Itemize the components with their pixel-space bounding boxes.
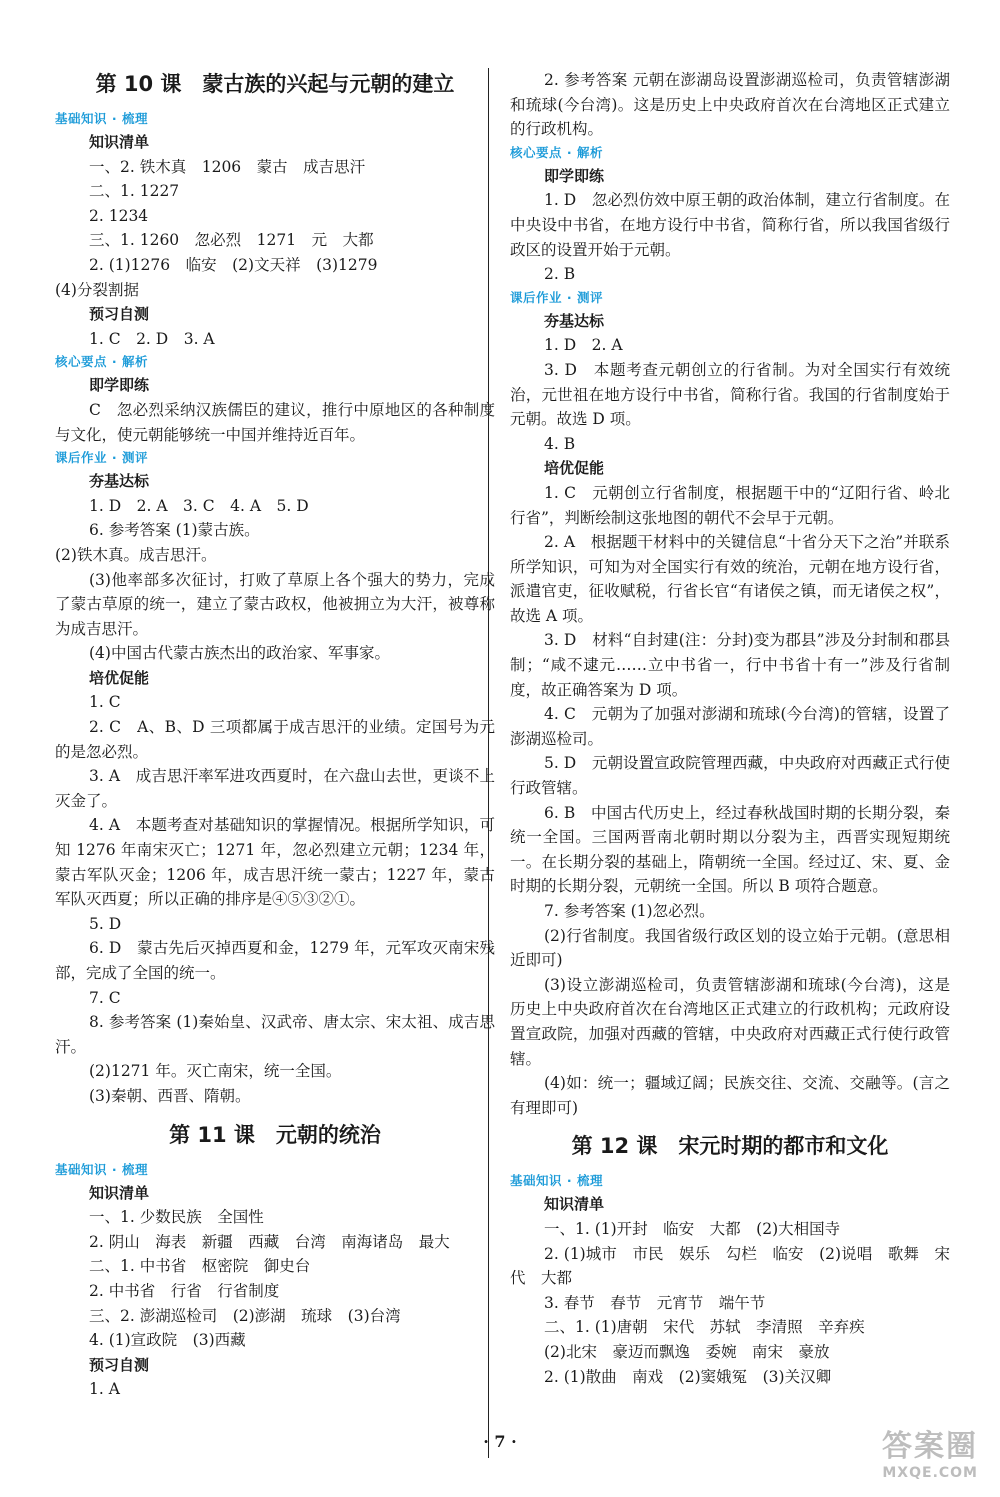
answer-line: 3. 春节 春节 元宵节 端午节 [544,1293,766,1312]
subhead-knowledge-list: 知识清单 [544,1195,605,1214]
answer-paragraph: 1. D 忽必烈仿效中原王朝的政治体制，建立行省制度。在中央设中书省，在地方设行中书省，简称行省，所以我国省级行政区的设置开始于元朝。 [510,191,950,259]
answer-line: (4)中国古代蒙古族杰出的政治家、军事家。 [89,644,390,663]
answer-line: 4. (1)宣政院 (3)西藏 [89,1331,246,1350]
watermark-text: 答案圈 [882,1429,978,1464]
right-column [510,68,950,1389]
lesson-12-title: 第 12 课 宋元时期的都市和文化 [571,1134,889,1159]
answer-paragraph: 6. D 蒙古先后灭掉西夏和金，1279 年，元军攻灭南宋残部，完成了全国的统一。 [55,939,495,982]
answer-paragraph: 5. D 元朝设置宣政院管理西藏，中央政府对西藏正式行使行政管辖。 [510,754,950,798]
subhead-knowledge-list: 知识清单 [89,133,150,151]
answer-line: 一、2. 铁木真 1206 蒙古 成吉思汗 [89,157,366,176]
answer-line: (2)北宋 豪迈而飘逸 委婉 南宋 豪放 [544,1342,830,1361]
watermark-url: MXQE.COM [882,1465,978,1481]
lesson-11-title: 第 11 课 元朝的统治 [169,1122,381,1147]
subhead-knowledge-list: 知识清单 [89,1183,150,1202]
left-column [55,62,495,1402]
answer-line: 1. C [89,693,121,712]
answer-line: (2)铁木真。成吉思汗。 [55,545,217,564]
answer-line: 1. A [89,1380,120,1399]
answer-paragraph: 6. B 中国古代历史上，经过春秋战国时期的长期分裂，秦统一全国。三国两晋南北朝时期以分裂为主，西晋实现短期统一。在长期分裂的基础上，隋朝统一全国。经过辽、宋、夏、金时期的长期分裂，元朝统一全国。所以 B 项符合题意。 [510,803,950,896]
answer-paragraph: (3)他率部多次征讨，打败了草原上各个强大的势力，完成了蒙古草原的统一，建立了蒙古政权，他被拥立为大汗，被尊称为成吉思汗。 [55,570,495,638]
section-homework: 课后作业 · 测评 [55,450,148,466]
answer-line: 二、1. 中书省 枢密院 御史台 [89,1257,311,1276]
watermark-logo [882,1421,978,1481]
answer-line: 5. D [89,914,122,933]
answer-paragraph: 1. C 元朝创立行省制度，根据题干中的“辽阳行省、岭北行省”，判断绘制这张地图的朝代不会早于元朝。 [510,483,950,527]
answer-line: 7. 参考答案 (1)忽必烈。 [544,902,715,920]
answer-line: 2. 中书省 行省 行省制度 [89,1281,280,1300]
section-basic-knowledge: 基础知识 · 梳理 [55,111,148,126]
answer-line: 1. D 2. A 3. C 4. A 5. D [89,496,309,515]
answer-line: 三、1. 1260 忽必烈 1271 元 大都 [89,231,374,250]
answer-paragraph: 2. (1)城市 市民 娱乐 勾栏 临安 (2)说唱 歌舞 宋代 大都 [510,1244,950,1288]
answer-line: 1. C 2. D 3. A [89,329,215,348]
lesson-10-title: 第 10 课 蒙古族的兴起与元朝的建立 [95,72,455,96]
answer-line: 一、1. (1)开封 临安 大都 (2)大相国寺 [544,1219,841,1238]
answer-paragraph: 2. C A、B、D 三项都属于成吉思汗的业绩。定国号为元的是忽必烈。 [55,718,495,761]
answer-line: (2)1271 年。灭亡南宋，统一全国。 [89,1062,342,1081]
answer-paragraph: 4. C 元朝为了加强对澎湖和琉球(今台湾)的管辖，设置了澎湖巡检司。 [510,705,950,748]
answer-paragraph: 4. A 本题考查对基础知识的掌握情况。根据所学知识，可知 1276 年南宋灭亡；1271 年，忽必烈建立元朝；1234 年，蒙古军队灭金；1206 年，成吉思汗统一蒙古；1227 年，蒙古军队灭西夏；所以正确的排序是④⑤③②①。 [55,816,495,909]
subhead-foundation: 夯基达标 [544,311,605,330]
subhead-foundation: 夯基达标 [89,472,150,491]
answer-paragraph: (3)设立澎湖巡检司，负责管辖澎湖和琉球(今台湾)，这是历史上中央政府首次在台湾地区正式建立的行政机构；元政府设置宣政院，加强对西藏的管辖，中央政府对西藏正式行使行政管辖。 [510,975,950,1068]
answer-line: (3)秦朝、西晋、隋朝。 [89,1086,251,1105]
answer-paragraph: 2. 参考答案 元朝在澎湖岛设置澎湖巡检司，负责管辖澎湖和琉球(今台湾)。这是历史上中央政府首次在台湾地区正式建立的行政机构。 [510,71,950,139]
subhead-practice: 即学即练 [89,376,150,395]
section-core-points: 核心要点 · 解析 [510,144,603,160]
answer-line: 2. B [544,265,576,284]
answer-paragraph: (2)行省制度。我国省级行政区划的设立始于元朝。(意思相近即可) [510,926,950,970]
answer-line: 2. (1)散曲 南戏 (2)窦娥冤 (3)关汉卿 [544,1367,832,1386]
answer-line: 2. (1)1276 临安 (2)文天祥 (3)1279 [89,255,378,274]
answer-paragraph: 3. A 成吉思汗率军进攻西夏时，在六盘山去世，更谈不上灭金了。 [55,767,495,810]
subhead-preview-test: 预习自测 [89,1355,150,1374]
section-homework: 课后作业 · 测评 [510,289,603,305]
answer-line: 二、1. (1)唐朝 宋代 苏轼 李清照 辛弃疾 [544,1318,865,1337]
answer-paragraph: 3. D 本题考查元朝创立的行省制。为对全国实行有效统治，元世祖在地方设行中书省，简称行省。我国的行省制度始于元朝。故选 D 项。 [510,360,950,429]
answer-line: 7. C [89,988,121,1007]
subhead-advanced: 培优促能 [544,459,605,478]
subhead-preview-test: 预习自测 [89,305,150,324]
section-core-points: 核心要点 · 解析 [55,354,148,370]
answer-line: 三、2. 澎湖巡检司 (2)澎湖 琉球 (3)台湾 [89,1306,401,1325]
answer-line: 二、1. 1227 [89,182,180,201]
answer-line: 1. D 2. A [544,336,623,355]
answer-line: 2. 阴山 海表 新疆 西藏 台湾 南海诸岛 最大 [89,1232,450,1251]
page-number: · 7 · [483,1432,517,1451]
answer-paragraph: 3. D 材料“自封建(注：分封)变为郡县”涉及分封制和郡县制；“咸不逮元……立中书省一，行中书省十有一”涉及行省制度，故正确答案为 D 项。 [510,631,950,699]
section-basic-knowledge: 基础知识 · 梳理 [55,1161,148,1177]
subhead-practice: 即学即练 [544,166,605,185]
answer-line: (4)分裂割据 [55,280,139,299]
answer-line: 一、1. 少数民族 全国性 [89,1208,264,1227]
subhead-advanced: 培优促能 [89,668,150,687]
answer-paragraph: 2. A 根据题干材料中的关键信息“十省分天下之治”并联系所学知识，可知为对全国实行有效的统治，元朝在地方设行省，派遣官吏，征收赋税，行省长官“有诸侯之镇，而无诸侯之权”，故选 A 项。 [510,533,950,625]
answer-paragraph: 8. 参考答案 (1)秦始皇、汉武帝、唐太宗、宋太祖、成吉思汗。 [55,1013,495,1056]
answer-line: 2. 1234 [89,206,149,225]
answer-line: 6. 参考答案 (1)蒙古族。 [89,521,260,540]
answer-paragraph: C 忽必烈采纳汉族儒臣的建议，推行中原地区的各种制度与文化，使元朝能够统一中国并维持近百年。 [55,400,495,444]
answer-paragraph: (4)如：统一；疆域辽阔；民族交往、交流、交融等。(言之有理即可) [510,1074,950,1117]
answer-line: 4. B [544,434,576,453]
section-basic-knowledge: 基础知识 · 梳理 [510,1173,603,1189]
